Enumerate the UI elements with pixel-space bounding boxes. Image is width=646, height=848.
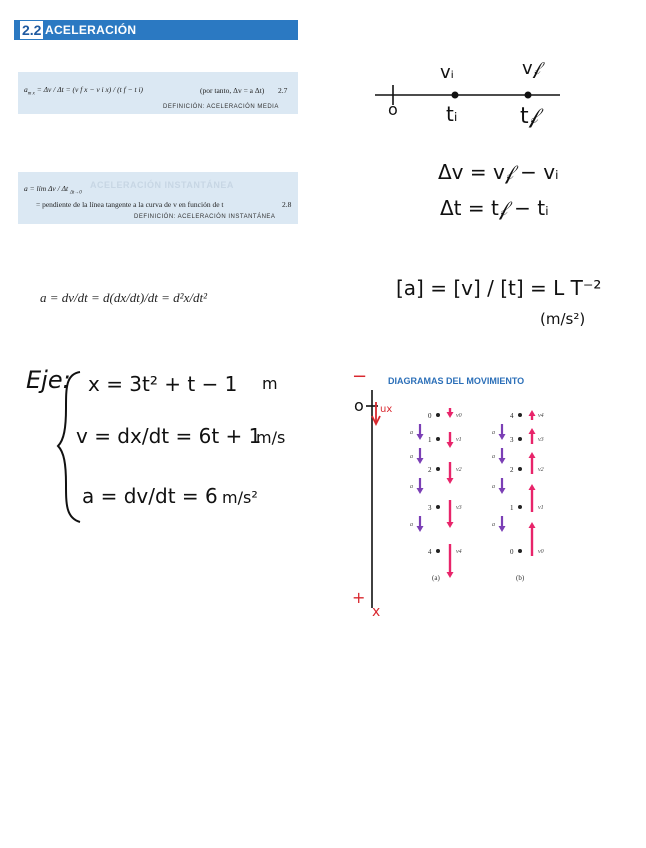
diagram-a-velocity-label: v2 [456,467,462,473]
axis-plus: + [352,588,366,607]
example-label: Eje: [26,366,71,394]
diagram-b-dot [518,413,522,417]
diagram-b-accel-arrow-head [499,488,506,494]
position-axis [362,388,382,618]
diagram-a-velocity-label: v3 [456,505,462,511]
diagram-b-velocity-arrow-head [529,484,536,490]
diagram-b-index: 3 [510,436,514,444]
motion-diagrams [380,396,560,596]
diagram-b-velocity-arrow-head [529,522,536,528]
diagram-b-velocity-label: v0 [538,549,544,555]
acceleration-formula: a = dv/dt = d(dx/dt)/dt = d²x/dt² [40,290,207,305]
diagram-b-accel-arrow-head [499,458,506,464]
axis-x-label: x [372,604,381,620]
axis-minus: − [352,366,368,387]
diagram-b-caption: (b) [516,574,525,582]
diagram-a-accel-arrow-head [417,458,424,464]
diagram-a-velocity-label: v4 [456,549,462,555]
label-tf: t𝒻 [520,104,539,129]
delta-t-equation: Δt = t𝒻 − tᵢ [440,196,549,220]
diagram-a-dot [436,437,440,441]
dimension-units: (m/s²) [540,310,586,328]
diagram-b-dot [518,437,522,441]
timeline-sketch [360,50,590,140]
diagram-b-accel-label: a [492,430,495,436]
label-vi: vᵢ [440,62,454,83]
velocity-equation: v = dx/dt = 6t + 1 [76,424,262,448]
equation-number-2-7: 2.7 [278,86,288,95]
axis-zero: o [354,396,364,415]
diagram-a-dot [436,413,440,417]
diagram-a-index: 3 [428,504,432,512]
section-number: 2.2 [22,22,42,38]
delta-v-equation: Δv = v𝒻 − vᵢ [438,160,559,184]
motion-diagram-title: DIAGRAMAS DEL MOVIMIENTO [388,376,525,386]
diagram-a-accel-arrow-head [417,526,424,532]
ghost-heading: ACELERACIÓN INSTANTÁNEA [90,180,234,190]
diagram-b-dot [518,549,522,553]
diagram-b-velocity-arrow-head [529,428,536,434]
diagram-b-index: 4 [510,412,514,420]
diagram-a-velocity-label: v1 [456,437,462,443]
diagram-b-index: 1 [510,504,514,512]
diagram-a-velocity-arrow-head [447,522,454,528]
diagram-b-index: 2 [510,466,514,474]
diagram-a-velocity-label: v0 [456,413,462,419]
diagram-b-velocity-label: v3 [538,437,544,443]
definition-label-instantanea: DEFINICIÓN: ACELERACIÓN INSTANTÁNEA [134,214,276,220]
diagram-a-index: 2 [428,466,432,474]
label-zero: o [388,100,398,119]
section-title: ACELERACIÓN [45,23,137,37]
diagram-a-accel-label: a [410,454,413,460]
def-inst-slope-text: = pendiente de la línea tangente a la curva de v en función de t [36,200,224,209]
dimension-equation: [a] = [v] / [t] = L T⁻² [396,276,602,300]
velocity-unit: m/s [256,428,286,447]
diagram-a-caption: (a) [432,574,440,582]
diagram-b-dot [518,467,522,471]
diagram-a-velocity-arrow-head [447,442,454,448]
diagram-a-velocity-arrow-head [447,478,454,484]
def-media-formula: $a_{m x} = \Delta v / \Delta t = (v$ f x − v i x) / (t f − t i) [24,85,144,97]
diagram-a-accel-label: a [410,484,413,490]
diagram-b-accel-label: a [492,484,495,490]
diagram-a-dot [436,549,440,553]
diagram-b-dot [518,505,522,509]
diagram-a-accel-label: a [410,430,413,436]
diagram-a-accel-arrow-head [417,434,424,440]
diagram-a-dot [436,505,440,509]
diagram-b-index: 0 [510,548,514,556]
diagram-b-accel-label: a [492,522,495,528]
diagram-a-dot [436,467,440,471]
diagram-a-accel-arrow-head [417,488,424,494]
position-unit: m [262,374,278,393]
diagram-a-velocity-arrow-head [447,572,454,578]
diagram-b-velocity-arrow-head [529,410,536,416]
position-equation: x = 3t² + t − 1 [88,372,238,396]
diagram-b-velocity-label: v2 [538,467,544,473]
def-inst-limit: a = lím Δv / Δt $_{\Delta t\to 0}$ [24,184,82,196]
equation-number-2-8: 2.8 [282,200,292,209]
diagram-a-velocity-arrow-head [447,412,454,418]
diagram-b-accel-arrow-head [499,526,506,532]
diagram-b-accel-label: a [492,454,495,460]
diagram-b-velocity-label: v1 [538,505,544,511]
diagram-a-index: 1 [428,436,432,444]
diagram-b-accel-arrow-head [499,434,506,440]
diagram-a-index: 4 [428,548,432,556]
def-media-aside: (por tanto, Δv = a Δt) [200,86,265,95]
acceleration-unit: m/s² [222,488,258,507]
unit-vector-label: ux [380,404,393,415]
diagram-b-velocity-arrow-head [529,452,536,458]
diagram-b-velocity-label: v4 [538,413,544,419]
label-ti: tᵢ [446,102,458,126]
label-vf: v𝒻 [522,58,541,79]
definition-label-media: DEFINICIÓN: ACELERACIÓN MEDIA [163,104,279,110]
acceleration-equation: a = dv/dt = 6 [82,484,218,508]
diagram-a-accel-label: a [410,522,413,528]
diagram-a-index: 0 [428,412,432,420]
